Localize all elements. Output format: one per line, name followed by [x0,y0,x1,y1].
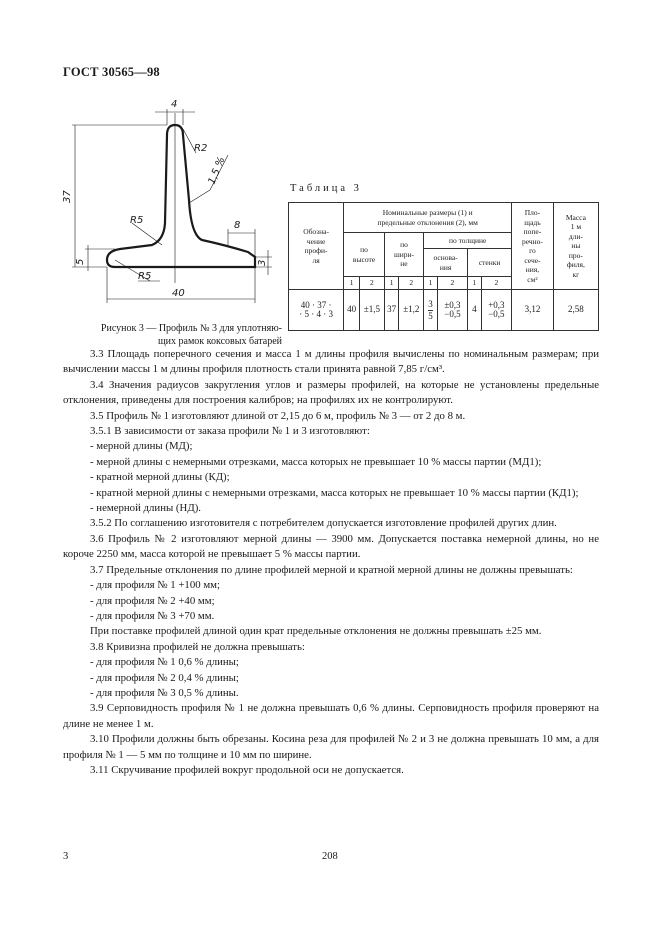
col-header-mass: Масса 1 м дли- ны про- филя, кг [553,203,598,290]
cell-height-nominal: 40 [344,290,360,331]
list-item: - для профиля № 3 +70 мм. [90,609,215,622]
col-num: 2 [437,277,467,290]
cell-width-nominal: 37 [384,290,399,331]
footer-left-number: 3 [63,851,69,862]
cell-designation: 40 · 37 · · 5 · 4 · 3 [289,290,344,331]
table-label: Таблица 3 [290,183,362,194]
col-header-thickness: по толщине [424,233,512,249]
dim-slope: 1,5 % [206,155,228,187]
paragraph: 3.5 Профиль № 1 изготовляют длиной от 2,15 до 6 м, профиль № 3 — от 2 до 8 м. [90,409,466,422]
col-num: 1 [344,277,360,290]
list-item: - мерной длины с немерными отрезками, масса которых не превышает 10 % массы партии (МД1); [90,455,542,468]
dim-radius-inner: R5 [130,215,144,226]
col-header-wall: стенки [468,249,512,277]
cell-wall-nominal: 4 [468,290,482,331]
cell-mass: 2,58 [553,290,598,331]
col-num: 2 [481,277,511,290]
col-header-area: Пло- щадь попе- речно- го сече- ния, см² [512,203,554,290]
figure-caption-line: Рисунок 3 — Профиль № 3 для уплотняю- [100,323,282,334]
paragraph: 3.10 Профили должны быть обрезаны. Косина реза для профилей № 2 и 3 не должна превышать 10 мм, а для профиля № 1 — 5 мм по толщине и 10 мм по ширине. [63,733,599,761]
paragraph: 3.8 Кривизна профилей не должна превышать: [90,640,305,653]
list-item: - мерной длины (МД); [90,440,193,453]
dim-height: 37 [62,190,73,203]
body-text [63,347,599,778]
document-header: ГОСТ 30565—98 [63,65,160,79]
dim-total-width: 40 [172,288,185,299]
paragraph: 3.4 Значения радиусов закругления углов и размеры профилей, на которые не установлены предельные отклонения, приведены для построения калибров; на профилях их не контролируют. [63,378,599,407]
col-num: 2 [399,277,424,290]
paragraph: 3.9 Серповидность профиля № 1 не должна превышать 0,6 % длины. Серповидность профиля проверяют на длине не менее 1 м. [63,702,599,730]
profile-drawing-svg [50,95,285,315]
paragraph: 3.11 Скручивание профилей вокруг продольной оси не допускается. [90,763,404,776]
list-item: - для профиля № 1 +100 мм; [90,579,220,592]
paragraph: 3.5.1 В зависимости от заказа профили № 1 и 3 изготовляют: [90,425,370,438]
paragraph: 3.6 Профиль № 2 изготовляют мерной длины — 3900 мм. Допускается поставка немерной длины, но не короче 2250 мм, масса которой не превышает 5 % массы партии. [63,532,599,561]
paragraph: 3.3 Площадь поперечного сечения и масса 1 м длины профиля вычислены по номинальным размерам; при вычислении массы 1 м длины профиля плотность стали принята равной 7,85 г/см³. [63,348,599,376]
profile-table [288,202,599,331]
dim-top-width: 4 [171,99,178,110]
list-item: - кратной мерной длины (КД); [90,471,230,484]
dim-flange-width: 8 [234,220,241,231]
cell-wall-tolerance: +0,3 −0,5 [481,290,511,331]
list-item: - для профиля № 1 0,6 % длины; [90,656,239,669]
cell-base-nominal: $\frac{3}{5}$ [424,290,438,331]
col-header-height: по высоте [344,233,385,277]
list-item: - для профиля № 3 0,5 % длины. [90,686,239,699]
cell-height-tolerance: ±1,5 [359,290,384,331]
col-num: 1 [424,277,438,290]
profile-drawing [50,95,285,315]
list-item: - для профиля № 2 0,4 % длины; [90,671,239,684]
list-item: - немерной длины (НД). [90,502,201,515]
page-number: 208 [322,851,338,862]
figure-caption-line: щих рамок коксовых батарей [157,336,282,347]
dim-radius-top: R2 [194,143,208,154]
table-row [289,290,599,331]
col-num: 1 [384,277,399,290]
col-header-width: по шири- не [384,233,423,277]
dim-flange-thickness: 3 [257,259,268,266]
cell-area: 3,12 [512,290,554,331]
paragraph: 3.5.2 По соглашению изготовителя с потребителем допускается изготовление профилей других длин. [90,517,557,530]
dim-base-height: 5 [75,258,86,265]
paragraph: При поставке профилей длиной один крат предельные отклонения не должны превышать ±25 мм. [90,625,542,638]
profile-outline [107,125,255,267]
figure-caption [60,322,282,348]
dim-radius-base: R5 [138,271,152,282]
paragraph: 3.7 Предельные отклонения по длине профилей мерной и кратной мерной длины не должны превышать: [90,563,573,576]
col-num: 1 [468,277,482,290]
col-header-nominal: Номинальные размеры (1) и предельные отклонения (2), мм [344,203,512,233]
col-header-designation: Обозна- чение профи- ля [289,203,344,290]
list-item: - для профиля № 2 +40 мм; [90,594,215,607]
col-num: 2 [359,277,384,290]
cell-width-tolerance: ±1,2 [399,290,424,331]
cell-base-tolerance: ±0,3 −0,5 [437,290,467,331]
col-header-base: основа- ния [424,249,468,277]
list-item: - кратной мерной длины с немерными отрезками, масса которых не превышает 10 % массы партии (КД1); [90,486,579,499]
